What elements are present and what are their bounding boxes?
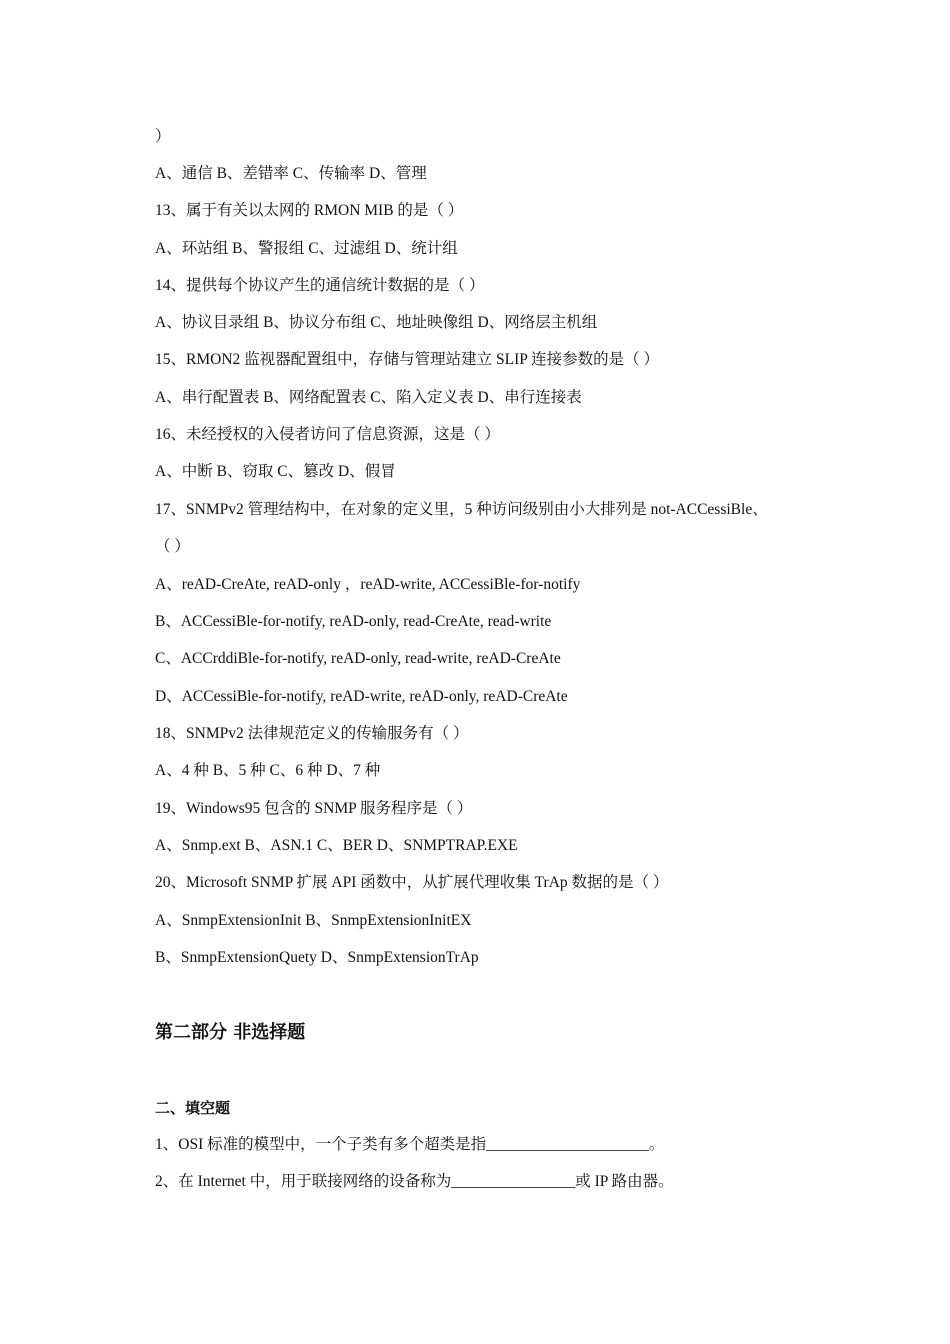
question-options: A、SnmpExtensionInit B、SnmpExtensionInitEX bbox=[155, 912, 472, 929]
option-d: D、ACCessiBle-for-notify, reAD-write, reAD-only, reAD-CreAte bbox=[155, 688, 568, 705]
question-19: 19、Windows95 包含的 SNMP 服务程序是（ ） bbox=[155, 800, 473, 817]
question-options: A、协议目录组 B、协议分布组 C、地址映像组 D、网络层主机组 bbox=[155, 314, 598, 331]
text-line: ） bbox=[155, 128, 171, 145]
section-heading: 二、填空题 bbox=[155, 1099, 231, 1117]
question-options: A、中断 B、窃取 C、篡改 D、假冒 bbox=[155, 463, 396, 480]
question-17: 17、SNMPv2 管理结构中，在对象的定义里，5 种访问级别由小大排列是 not-ACCessiBle、 bbox=[155, 501, 768, 518]
question-20: 20、Microsoft SNMP 扩展 API 函数中，从扩展代理收集 TrAp 数据的是（ ） bbox=[155, 874, 669, 891]
option-b: B、ACCessiBle-for-notify, reAD-only, read-CreAte, read-write bbox=[155, 613, 552, 630]
question-options: B、SnmpExtensionQuety D、SnmpExtensionTrAp bbox=[155, 949, 479, 966]
fill-question-2: 2、在 Internet 中，用于联接网络的设备称为________________或 IP 路由器。 bbox=[155, 1173, 674, 1190]
question-options: A、环站组 B、警报组 C、过滤组 D、统计组 bbox=[155, 240, 458, 257]
question-16: 16、未经授权的入侵者访问了信息资源，这是（ ） bbox=[155, 426, 500, 443]
question-options: A、通信 B、差错率 C、传输率 D、管理 bbox=[155, 165, 427, 182]
option-c: C、ACCrddiBle-for-notify, reAD-only, read-write, reAD-CreAte bbox=[155, 650, 561, 667]
part-two-heading: 第二部分 非选择题 bbox=[155, 1022, 306, 1043]
question-options: A、Snmp.ext B、ASN.1 C、BER D、SNMPTRAP.EXE bbox=[155, 837, 518, 854]
question-17-continued: （ ） bbox=[155, 538, 190, 555]
question-15: 15、RMON2 监视器配置组中，存储与管理站建立 SLIP 连接参数的是（ ） bbox=[155, 351, 660, 368]
question-18: 18、SNMPv2 法律规范定义的传输服务有（ ） bbox=[155, 725, 469, 742]
fill-question-1: 1、OSI 标准的模型中，一个子类有多个超类是指_____________________。 bbox=[155, 1136, 665, 1153]
question-13: 13、属于有关以太网的 RMON MIB 的是（ ） bbox=[155, 202, 464, 219]
question-options: A、4 种 B、5 种 C、6 种 D、7 种 bbox=[155, 762, 381, 779]
question-options: A、串行配置表 B、网络配置表 C、陷入定义表 D、串行连接表 bbox=[155, 389, 582, 406]
question-14: 14、提供每个协议产生的通信统计数据的是（ ） bbox=[155, 277, 485, 294]
option-a: A、reAD-CreAte, reAD-only ，reAD-write, ACCessiBle-for-notify bbox=[155, 576, 581, 593]
